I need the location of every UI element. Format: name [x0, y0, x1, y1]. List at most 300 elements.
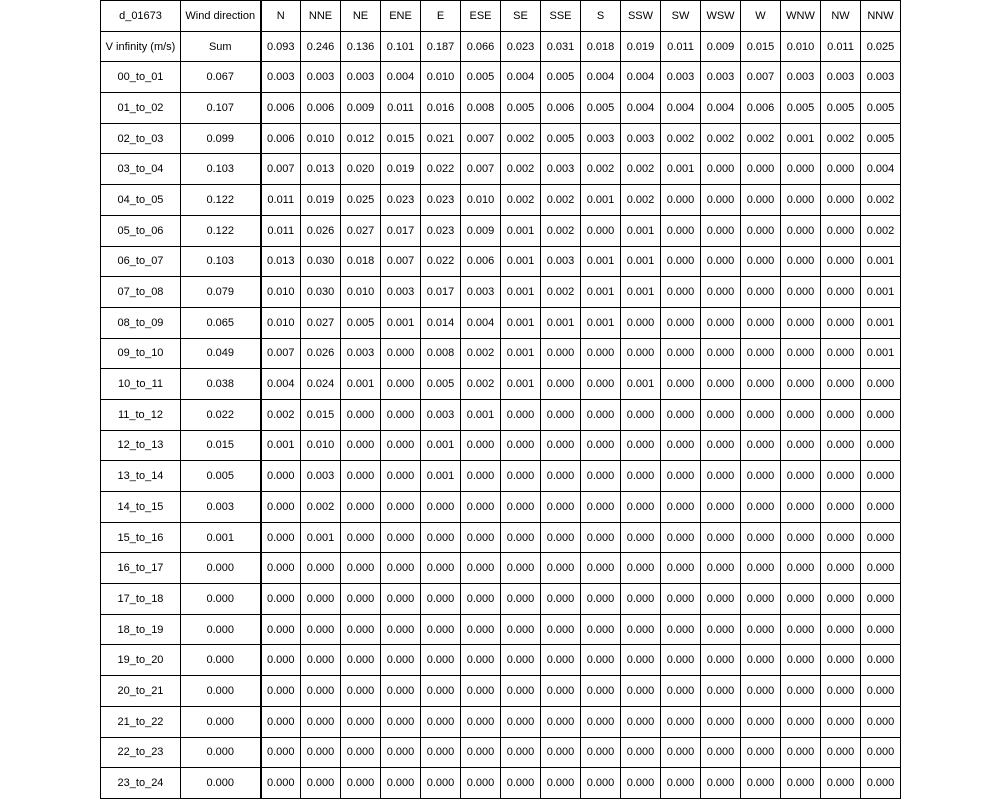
value-cell: 0.023 [501, 31, 541, 62]
value-cell: 0.000 [741, 584, 781, 615]
row-label: 21_to_22 [101, 706, 181, 737]
value-cell: 0.000 [661, 645, 701, 676]
value-cell: 0.026 [301, 338, 341, 369]
value-cell: 0.000 [781, 430, 821, 461]
value-cell: 0.000 [421, 676, 461, 707]
value-cell: 0.000 [581, 461, 621, 492]
value-cell: 0.000 [381, 614, 421, 645]
value-cell: 0.019 [621, 31, 661, 62]
value-cell: 0.002 [621, 185, 661, 216]
value-cell: 0.001 [661, 154, 701, 185]
value-cell: 0.000 [381, 399, 421, 430]
value-cell: 0.000 [301, 676, 341, 707]
value-cell: 0.000 [421, 522, 461, 553]
value-cell: 0.000 [501, 492, 541, 523]
value-cell: 0.000 [621, 430, 661, 461]
value-cell: 0.002 [861, 215, 901, 246]
row-label: 19_to_20 [101, 645, 181, 676]
value-cell: 0.003 [301, 461, 341, 492]
value-cell: 0.000 [661, 369, 701, 400]
sum-cell: 0.000 [181, 676, 261, 707]
column-header: SSE [541, 1, 581, 32]
value-cell: 0.000 [701, 461, 741, 492]
value-cell: 0.000 [741, 338, 781, 369]
table-row [101, 31, 901, 62]
sum-cell: 0.000 [181, 706, 261, 737]
row-label: 13_to_14 [101, 461, 181, 492]
value-cell: 0.004 [661, 93, 701, 124]
row-label: 07_to_08 [101, 277, 181, 308]
value-cell: 0.000 [581, 430, 621, 461]
value-cell: 0.000 [821, 430, 861, 461]
value-cell: 0.010 [341, 277, 381, 308]
value-cell: 0.005 [541, 123, 581, 154]
value-cell: 0.000 [501, 461, 541, 492]
value-cell: 0.022 [421, 154, 461, 185]
row-label: 01_to_02 [101, 93, 181, 124]
value-cell: 0.005 [861, 123, 901, 154]
value-cell: 0.000 [781, 461, 821, 492]
value-cell: 0.001 [381, 307, 421, 338]
value-cell: 0.000 [621, 522, 661, 553]
value-cell: 0.000 [741, 676, 781, 707]
column-header: SW [661, 1, 701, 32]
column-header: ENE [381, 1, 421, 32]
value-cell: 0.000 [421, 553, 461, 584]
value-cell: 0.000 [341, 737, 381, 768]
value-cell: 0.000 [861, 768, 901, 799]
value-cell: 0.000 [421, 768, 461, 799]
value-cell: 0.000 [261, 768, 301, 799]
value-cell: 0.000 [661, 338, 701, 369]
value-cell: 0.000 [741, 215, 781, 246]
value-cell: 0.000 [781, 338, 821, 369]
value-cell: 0.000 [541, 614, 581, 645]
value-cell: 0.000 [861, 737, 901, 768]
value-cell: 0.006 [541, 93, 581, 124]
value-cell: 0.001 [861, 277, 901, 308]
value-cell: 0.000 [821, 185, 861, 216]
sum-cell: 0.099 [181, 123, 261, 154]
value-cell: 0.000 [661, 614, 701, 645]
value-cell: 0.000 [701, 277, 741, 308]
value-cell: 0.005 [341, 307, 381, 338]
value-cell: 0.002 [541, 277, 581, 308]
value-cell: 0.015 [301, 399, 341, 430]
value-cell: 0.000 [381, 737, 421, 768]
value-cell: 0.000 [621, 461, 661, 492]
value-cell: 0.000 [261, 706, 301, 737]
row-label: 20_to_21 [101, 676, 181, 707]
value-cell: 0.000 [501, 676, 541, 707]
value-cell: 0.000 [621, 338, 661, 369]
value-cell: 0.004 [621, 93, 661, 124]
value-cell: 0.000 [381, 553, 421, 584]
value-cell: 0.001 [501, 215, 541, 246]
value-cell: 0.027 [341, 215, 381, 246]
value-cell: 0.000 [661, 522, 701, 553]
value-cell: 0.000 [581, 706, 621, 737]
sum-cell: 0.000 [181, 584, 261, 615]
row-label: 16_to_17 [101, 553, 181, 584]
value-cell: 0.004 [261, 369, 301, 400]
value-cell: 0.002 [501, 185, 541, 216]
value-cell: 0.000 [621, 676, 661, 707]
row-label: 09_to_10 [101, 338, 181, 369]
value-cell: 0.000 [581, 645, 621, 676]
value-cell: 0.000 [781, 584, 821, 615]
value-cell: 0.000 [621, 492, 661, 523]
value-cell: 0.001 [421, 430, 461, 461]
value-cell: 0.000 [661, 553, 701, 584]
value-cell: 0.001 [461, 399, 501, 430]
value-cell: 0.000 [781, 369, 821, 400]
value-cell: 0.000 [741, 461, 781, 492]
value-cell: 0.001 [261, 430, 301, 461]
value-cell: 0.013 [301, 154, 341, 185]
table-row [101, 338, 901, 369]
value-cell: 0.000 [541, 553, 581, 584]
value-cell: 0.001 [501, 277, 541, 308]
value-cell: 0.000 [341, 768, 381, 799]
value-cell: 0.001 [621, 277, 661, 308]
value-cell: 0.000 [341, 492, 381, 523]
value-cell: 0.000 [821, 553, 861, 584]
value-cell: 0.010 [781, 31, 821, 62]
value-cell: 0.007 [261, 154, 301, 185]
value-cell: 0.001 [501, 246, 541, 277]
value-cell: 0.000 [861, 369, 901, 400]
value-cell: 0.001 [861, 338, 901, 369]
row-label: 00_to_01 [101, 62, 181, 93]
value-cell: 0.000 [581, 768, 621, 799]
value-cell: 0.026 [301, 215, 341, 246]
value-cell: 0.002 [541, 185, 581, 216]
value-cell: 0.000 [261, 553, 301, 584]
value-cell: 0.003 [661, 62, 701, 93]
value-cell: 0.000 [661, 584, 701, 615]
value-cell: 0.000 [741, 369, 781, 400]
value-cell: 0.000 [541, 492, 581, 523]
value-cell: 0.002 [741, 123, 781, 154]
value-cell: 0.001 [341, 369, 381, 400]
value-cell: 0.000 [341, 430, 381, 461]
value-cell: 0.000 [701, 553, 741, 584]
value-cell: 0.000 [501, 553, 541, 584]
value-cell: 0.000 [461, 614, 501, 645]
value-cell: 0.003 [381, 277, 421, 308]
value-cell: 0.000 [781, 307, 821, 338]
value-cell: 0.000 [341, 553, 381, 584]
value-cell: 0.000 [781, 215, 821, 246]
sum-cell: 0.122 [181, 215, 261, 246]
table-row [101, 123, 901, 154]
column-header: NNE [301, 1, 341, 32]
column-header: E [421, 1, 461, 32]
value-cell: 0.025 [861, 31, 901, 62]
value-cell: 0.002 [461, 338, 501, 369]
value-cell: 0.012 [341, 123, 381, 154]
value-cell: 0.000 [861, 676, 901, 707]
value-cell: 0.000 [701, 215, 741, 246]
value-cell: 0.000 [581, 215, 621, 246]
table-row [101, 369, 901, 400]
value-cell: 0.000 [701, 246, 741, 277]
value-cell: 0.000 [301, 614, 341, 645]
value-cell: 0.000 [861, 614, 901, 645]
value-cell: 0.000 [661, 768, 701, 799]
value-cell: 0.000 [581, 676, 621, 707]
value-cell: 0.000 [821, 399, 861, 430]
value-cell: 0.000 [701, 492, 741, 523]
value-cell: 0.003 [541, 154, 581, 185]
value-cell: 0.004 [701, 93, 741, 124]
table-row [101, 62, 901, 93]
value-cell: 0.000 [501, 614, 541, 645]
row-label: 23_to_24 [101, 768, 181, 799]
sum-cell: 0.065 [181, 307, 261, 338]
table-row [101, 522, 901, 553]
value-cell: 0.000 [781, 676, 821, 707]
value-cell: 0.000 [581, 553, 621, 584]
value-cell: 0.000 [741, 553, 781, 584]
value-cell: 0.000 [581, 522, 621, 553]
value-cell: 0.003 [621, 123, 661, 154]
value-cell: 0.023 [421, 215, 461, 246]
value-cell: 0.000 [301, 553, 341, 584]
value-cell: 0.000 [741, 492, 781, 523]
value-cell: 0.000 [501, 399, 541, 430]
value-cell: 0.000 [381, 461, 421, 492]
value-cell: 0.000 [621, 614, 661, 645]
row-label: 18_to_19 [101, 614, 181, 645]
value-cell: 0.000 [461, 522, 501, 553]
value-cell: 0.000 [661, 706, 701, 737]
value-cell: 0.030 [301, 277, 341, 308]
value-cell: 0.000 [741, 185, 781, 216]
value-cell: 0.000 [821, 369, 861, 400]
value-cell: 0.000 [821, 706, 861, 737]
sum-cell: 0.067 [181, 62, 261, 93]
header-row [101, 1, 901, 32]
value-cell: 0.000 [821, 277, 861, 308]
value-cell: 0.020 [341, 154, 381, 185]
table-row [101, 246, 901, 277]
value-cell: 0.000 [541, 522, 581, 553]
value-cell: 0.000 [501, 645, 541, 676]
value-cell: 0.000 [821, 768, 861, 799]
row-label: V infinity (m/s) [101, 31, 181, 62]
value-cell: 0.000 [821, 215, 861, 246]
value-cell: 0.000 [781, 277, 821, 308]
value-cell: 0.000 [741, 246, 781, 277]
value-cell: 0.011 [661, 31, 701, 62]
value-cell: 0.000 [341, 706, 381, 737]
value-cell: 0.005 [861, 93, 901, 124]
value-cell: 0.000 [461, 461, 501, 492]
value-cell: 0.002 [621, 154, 661, 185]
value-cell: 0.000 [781, 614, 821, 645]
value-cell: 0.000 [381, 768, 421, 799]
column-header: W [741, 1, 781, 32]
value-cell: 0.000 [701, 399, 741, 430]
value-cell: 0.000 [461, 676, 501, 707]
value-cell: 0.000 [661, 246, 701, 277]
value-cell: 0.000 [821, 338, 861, 369]
value-cell: 0.002 [701, 123, 741, 154]
value-cell: 0.009 [461, 215, 501, 246]
value-cell: 0.001 [581, 185, 621, 216]
table-row [101, 307, 901, 338]
value-cell: 0.000 [701, 676, 741, 707]
sum-cell: 0.107 [181, 93, 261, 124]
value-cell: 0.010 [261, 307, 301, 338]
value-cell: 0.024 [301, 369, 341, 400]
table-row [101, 645, 901, 676]
value-cell: 0.000 [781, 553, 821, 584]
value-cell: 0.000 [741, 768, 781, 799]
sum-cell: 0.000 [181, 768, 261, 799]
value-cell: 0.000 [861, 461, 901, 492]
table-row [101, 768, 901, 799]
value-cell: 0.000 [421, 492, 461, 523]
value-cell: 0.000 [541, 676, 581, 707]
row-label: 06_to_07 [101, 246, 181, 277]
value-cell: 0.000 [821, 522, 861, 553]
value-cell: 0.000 [541, 706, 581, 737]
value-cell: 0.000 [541, 338, 581, 369]
value-cell: 0.000 [541, 737, 581, 768]
value-cell: 0.000 [421, 737, 461, 768]
value-cell: 0.000 [341, 399, 381, 430]
value-cell: 0.000 [581, 614, 621, 645]
value-cell: 0.003 [541, 246, 581, 277]
sum-cell: Sum [181, 31, 261, 62]
value-cell: 0.000 [301, 584, 341, 615]
value-cell: 0.000 [301, 737, 341, 768]
value-cell: 0.004 [501, 62, 541, 93]
value-cell: 0.003 [461, 277, 501, 308]
value-cell: 0.000 [261, 676, 301, 707]
value-cell: 0.031 [541, 31, 581, 62]
value-cell: 0.001 [861, 246, 901, 277]
row-label: 03_to_04 [101, 154, 181, 185]
value-cell: 0.005 [501, 93, 541, 124]
value-cell: 0.000 [341, 676, 381, 707]
value-cell: 0.000 [701, 154, 741, 185]
value-cell: 0.009 [341, 93, 381, 124]
value-cell: 0.006 [741, 93, 781, 124]
value-cell: 0.000 [261, 461, 301, 492]
value-cell: 0.000 [621, 706, 661, 737]
value-cell: 0.000 [781, 154, 821, 185]
value-cell: 0.000 [741, 522, 781, 553]
value-cell: 0.003 [581, 123, 621, 154]
value-cell: 0.005 [581, 93, 621, 124]
column-header: Wind direction [181, 1, 261, 32]
value-cell: 0.246 [301, 31, 341, 62]
value-cell: 0.000 [821, 307, 861, 338]
sum-cell: 0.000 [181, 553, 261, 584]
value-cell: 0.002 [541, 215, 581, 246]
value-cell: 0.000 [781, 246, 821, 277]
table-row [101, 584, 901, 615]
value-cell: 0.000 [381, 430, 421, 461]
value-cell: 0.004 [621, 62, 661, 93]
value-cell: 0.000 [421, 614, 461, 645]
value-cell: 0.011 [381, 93, 421, 124]
value-cell: 0.000 [461, 737, 501, 768]
value-cell: 0.000 [821, 492, 861, 523]
sum-cell: 0.003 [181, 492, 261, 523]
value-cell: 0.000 [781, 768, 821, 799]
value-cell: 0.000 [421, 645, 461, 676]
value-cell: 0.001 [621, 215, 661, 246]
value-cell: 0.000 [741, 399, 781, 430]
value-cell: 0.000 [381, 338, 421, 369]
value-cell: 0.000 [461, 706, 501, 737]
value-cell: 0.014 [421, 307, 461, 338]
value-cell: 0.000 [261, 737, 301, 768]
value-cell: 0.001 [501, 307, 541, 338]
value-cell: 0.000 [501, 430, 541, 461]
value-cell: 0.021 [421, 123, 461, 154]
value-cell: 0.000 [581, 369, 621, 400]
value-cell: 0.002 [461, 369, 501, 400]
value-cell: 0.002 [581, 154, 621, 185]
value-cell: 0.001 [861, 307, 901, 338]
value-cell: 0.000 [701, 584, 741, 615]
value-cell: 0.006 [301, 93, 341, 124]
value-cell: 0.006 [461, 246, 501, 277]
value-cell: 0.000 [661, 461, 701, 492]
value-cell: 0.004 [381, 62, 421, 93]
value-cell: 0.000 [421, 584, 461, 615]
column-header: WSW [701, 1, 741, 32]
value-cell: 0.003 [341, 338, 381, 369]
value-cell: 0.000 [741, 706, 781, 737]
value-cell: 0.000 [541, 768, 581, 799]
table-row [101, 185, 901, 216]
value-cell: 0.015 [741, 31, 781, 62]
value-cell: 0.000 [781, 706, 821, 737]
value-cell: 0.007 [741, 62, 781, 93]
value-cell: 0.000 [461, 430, 501, 461]
value-cell: 0.003 [421, 399, 461, 430]
value-cell: 0.000 [581, 399, 621, 430]
value-cell: 0.007 [461, 123, 501, 154]
value-cell: 0.002 [861, 185, 901, 216]
value-cell: 0.136 [341, 31, 381, 62]
value-cell: 0.000 [261, 522, 301, 553]
value-cell: 0.007 [461, 154, 501, 185]
column-header: ESE [461, 1, 501, 32]
sum-cell: 0.038 [181, 369, 261, 400]
value-cell: 0.000 [781, 399, 821, 430]
value-cell: 0.025 [341, 185, 381, 216]
value-cell: 0.000 [461, 492, 501, 523]
value-cell: 0.066 [461, 31, 501, 62]
table-row [101, 553, 901, 584]
sum-cell: 0.079 [181, 277, 261, 308]
value-cell: 0.000 [261, 492, 301, 523]
column-header: SSW [621, 1, 661, 32]
row-label: 08_to_09 [101, 307, 181, 338]
value-cell: 0.003 [781, 62, 821, 93]
table-row [101, 492, 901, 523]
value-cell: 0.003 [261, 62, 301, 93]
row-label: 17_to_18 [101, 584, 181, 615]
